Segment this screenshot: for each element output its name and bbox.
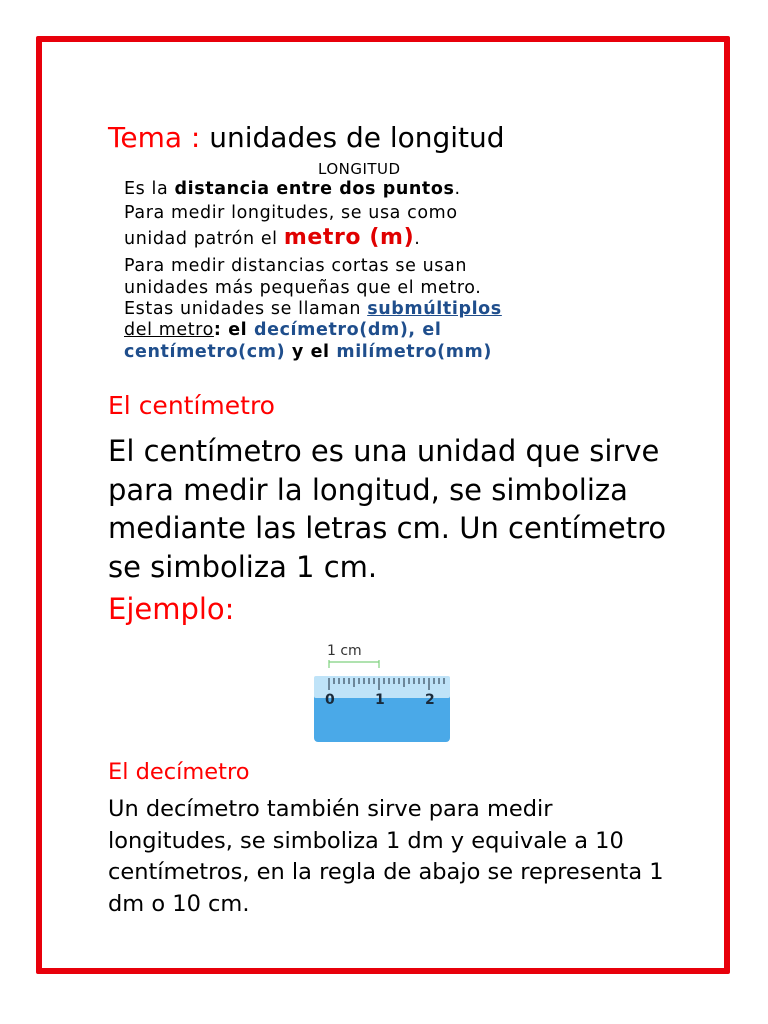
centimetro-heading: El centímetro xyxy=(108,391,275,420)
definition-line-3-a: unidad patrón el xyxy=(124,229,284,249)
metro-highlight: metro (m) xyxy=(283,225,415,250)
submultiplos-link-text: submúltiplos xyxy=(367,299,502,319)
decimetro-heading: El decímetro xyxy=(108,759,250,785)
example-label: Ejemplo: xyxy=(108,592,235,626)
definition-line-4: Para medir distancias cortas se usan xyxy=(124,256,468,276)
decimetro-highlight: decímetro(dm), el xyxy=(253,320,442,340)
page-title xyxy=(108,120,505,156)
definition-line-6-a: Estas unidades se llaman xyxy=(124,299,368,319)
ruler-mark-2: 2 xyxy=(425,692,435,708)
definition-line-7 xyxy=(124,318,441,342)
ruler-mark-1: 1 xyxy=(375,692,385,708)
centimetro-body: El centímetro es una unidad que sirve para medir la longitud, se simboliza mediante las letras cm. Un centímetro se simboliza 1 cm. xyxy=(108,434,667,584)
ruler-illustration xyxy=(310,638,452,746)
definition-line-5: unidades más pequeñas que el metro. xyxy=(124,278,482,298)
decimetro-body: Un decímetro también sirve para medir longitudes, se simboliza 1 dm y equivale a 10 centímetros, en la regla de abajo se representa 1 dm o 10 cm. xyxy=(108,796,664,917)
del-metro-text: del metro xyxy=(124,320,214,340)
definition-line-2: Para medir longitudes, se usa como xyxy=(124,203,458,223)
definition-line-8-b: y el xyxy=(291,342,337,362)
centimetro-highlight: centímetro(cm) xyxy=(124,342,292,362)
definition-line-1-c: . xyxy=(454,179,461,199)
definition-line-7-b: : el xyxy=(213,320,254,340)
ruler-span-label: 1 cm xyxy=(327,643,362,659)
title-label: Tema : xyxy=(108,121,201,154)
definition-line-1 xyxy=(124,177,461,201)
definition-heading: LONGITUD xyxy=(318,160,401,178)
ruler-mark-0: 0 xyxy=(325,692,335,708)
definition-line-1-a: Es la xyxy=(124,179,175,199)
definition-line-3 xyxy=(124,226,420,251)
milimetro-highlight: milímetro(mm) xyxy=(336,342,492,362)
title-text: unidades de longitud xyxy=(209,121,505,154)
definition-line-8 xyxy=(124,340,492,364)
definition-line-3-c: . xyxy=(414,229,421,249)
definition-line-1-b: distancia entre dos puntos xyxy=(174,179,455,199)
